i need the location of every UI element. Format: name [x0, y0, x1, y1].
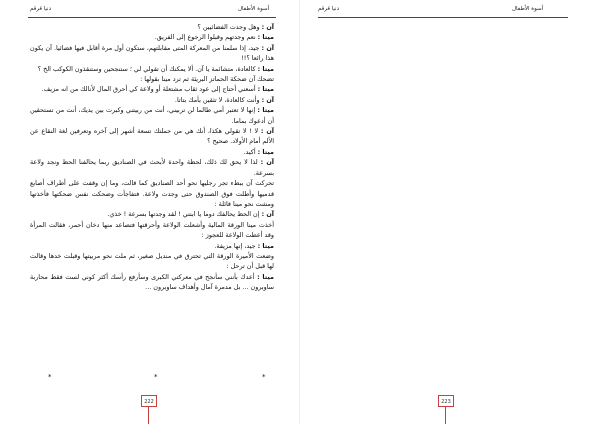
speaker-label: آن :	[261, 210, 274, 219]
paragraph-text: وأنت كالعادة، لا تثقين بأمك بتاتا.	[174, 95, 262, 104]
paragraph-text: تضحك آن ضحكة الحماتز البريئة ثم ترد مينا بقولها :	[140, 75, 274, 84]
speaker-label: ميتا :	[257, 147, 274, 156]
paragraph-text: أكيد.	[243, 147, 258, 156]
dialogue-paragraph	[30, 74, 274, 84]
separator-star: *	[262, 373, 266, 381]
speaker-label: آن :	[260, 127, 274, 136]
paragraph-text: وضعت الأميرة الورقة التي تحترق في منديل صغير، ثم ملت نحو مربيتها وقبلت خدها وقالت لها قبل أن ترحل :	[30, 251, 274, 271]
right-header-author: دنيا قرقم	[318, 6, 340, 12]
speaker-label: آن :	[261, 95, 274, 104]
dialogue-paragraph	[30, 251, 274, 272]
speaker-label: ميتا :	[257, 85, 274, 94]
dialogue-paragraph	[30, 32, 274, 42]
paragraph-text: جيد، إنها مزيفة.	[214, 241, 258, 250]
speaker-label: آن :	[261, 43, 274, 52]
book-gutter	[299, 0, 300, 424]
speaker-label: ميتا :	[257, 241, 274, 250]
dialogue-paragraph	[30, 126, 274, 147]
paragraph-text: إن الحظ يحالفك دوما يا ابنتي ! لقد وجدتها بسرعة ! خذي.	[107, 210, 262, 219]
left-page-number: 222	[141, 395, 157, 407]
dialogue-paragraph	[30, 147, 274, 157]
left-page-body	[30, 22, 274, 293]
paragraph-text: وهل وجدت الفضائيين ؟	[197, 23, 262, 31]
paragraph-text: أسعني أحتاج إلى عود ثقاب مشتعلة أو ولاعة كي أحرق المال لأنالك من انه مزيف.	[41, 85, 258, 94]
dialogue-paragraph	[30, 95, 274, 105]
dialogue-paragraph	[30, 178, 274, 209]
paragraph-text: نعم وجدتهم وقبلوا الرجوع إلى الفريق.	[154, 33, 258, 42]
left-header-author: دنيا قرقم	[30, 6, 52, 12]
right-page-number: 223	[438, 395, 454, 407]
dialogue-paragraph	[30, 84, 274, 94]
dialogue-paragraph	[30, 241, 274, 251]
left-header-rule	[28, 17, 276, 18]
dialogue-paragraph	[30, 272, 274, 293]
paragraph-text: تحركت آن ببطء تجر رجليها نحو أحد الصناديق كما قالت، وما إن وقفت على أطراف أصابع قدميها وأطلت فوق الصندوق حتى وجدت ولاعة. فتفاجأت وضحكت نفس ضحكتها فأخذتها ومشت نحو مينا قائلة :	[30, 179, 274, 208]
dialogue-paragraph	[30, 220, 274, 241]
speaker-label: آن :	[260, 158, 274, 167]
speaker-label: ميتا :	[257, 33, 274, 42]
paragraph-text: جيد، إذا سلمنا من المعركة المتى مقابلتهم، ستكون أول مرة أقابل فيها فضائيا. آن يكون هذا رائعا ؟!!	[30, 43, 274, 63]
speaker-label: آن :	[261, 23, 274, 31]
speaker-label: ميتا :	[257, 272, 274, 281]
speaker-label: ميتا :	[257, 106, 274, 115]
paragraph-text: لذا لا يحق لك ذلك، لحظة واحدة لأبحث في الصناديق ربما يحالفنا الحظ ونجد ولاعة بسرعة.	[30, 158, 274, 177]
speaker-label: ميتا :	[257, 64, 274, 73]
right-header-rule	[318, 17, 568, 18]
dialogue-paragraph	[30, 105, 274, 126]
paragraph-text: إنها لا تعتبر أمي طالما لن تربيني، أنت من ربيتني وكبرت بين يديك، أنت من تستحقين أن أدعوك بماما.	[30, 106, 274, 125]
paragraph-text: كالعادة، متشائمة يا آن. ألا يمكنك أن تقولي لي ؛ ستنجحين وستنقذون الكوكب الخ ؟	[37, 64, 258, 73]
paragraph-text: أعدك بأنني سأنجح في معركتي الكبرى وسأرفع رأسك أكثر كوني لست فقط محاربة ساوبرون ... بل مدمرة آمال وأهداف ساوبرون ...	[30, 272, 274, 292]
right-header-title: أسوة الأطفال	[512, 6, 544, 12]
dialogue-paragraph	[30, 209, 274, 219]
separator-star: *	[154, 373, 158, 381]
paragraph-text: أخذت مينا الورقة المالية وأشعلت الولاعة وأحرقتها فتصاعد منها دخان أحمر، فقالت المرأة وقد أعطت الولاعة للعجوز :	[30, 220, 274, 240]
left-header-title: أسوة الأطفال	[238, 6, 270, 12]
right-page	[300, 0, 600, 424]
section-separator	[30, 373, 274, 383]
left-page-number-stem	[148, 407, 149, 424]
dialogue-paragraph	[30, 157, 274, 178]
dialogue-paragraph	[30, 43, 274, 64]
separator-star: *	[48, 373, 52, 381]
dialogue-paragraph	[30, 64, 274, 74]
dialogue-paragraph	[30, 22, 274, 32]
paragraph-text: لا ! لا تقولي هكذا، أنك هي من حملتك تسعة أشهر إلى آخره وتعرفين لغة النقاع عن الألم أمام الأولاد. صحيح ؟	[30, 127, 274, 146]
right-page-number-stem	[445, 407, 446, 424]
